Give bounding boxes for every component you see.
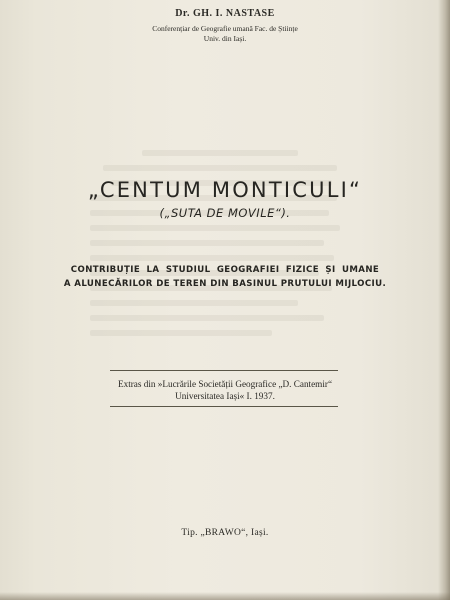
description-line-1: CONTRIBUȚIE LA STUDIUL GEOGRAFIEI FIZICE ȘI UMANE	[70, 265, 380, 275]
author-university: Univ. din Iași.	[203, 34, 247, 43]
page-edge-shadow	[438, 0, 450, 600]
author-name: Dr. GH. I. NASTASE	[175, 8, 275, 19]
description-line-2: A ALUNECĂRILOR DE TEREN DIN BASINUL PRUTULUI MIJLOCIU.	[63, 279, 387, 289]
page-bottom-shadow	[0, 592, 450, 600]
divider-bottom	[110, 406, 338, 407]
extract-note-line-2: Universitatea Iași« I. 1937.	[175, 391, 275, 401]
extract-note-line-1: Extras din »Lucrările Societății Geografice „D. Cantemir“	[117, 379, 333, 389]
printer-imprint: Tip. „BRAWO“, Iași.	[181, 528, 269, 538]
author-affiliation: Conferențiar de Geografie umană Fac. de Științe	[152, 24, 298, 33]
document-title: „CENTUM MONTICULI“	[87, 178, 363, 202]
divider-top	[110, 370, 338, 371]
document-subtitle: („SUTA DE MOVILE“).	[159, 206, 291, 220]
